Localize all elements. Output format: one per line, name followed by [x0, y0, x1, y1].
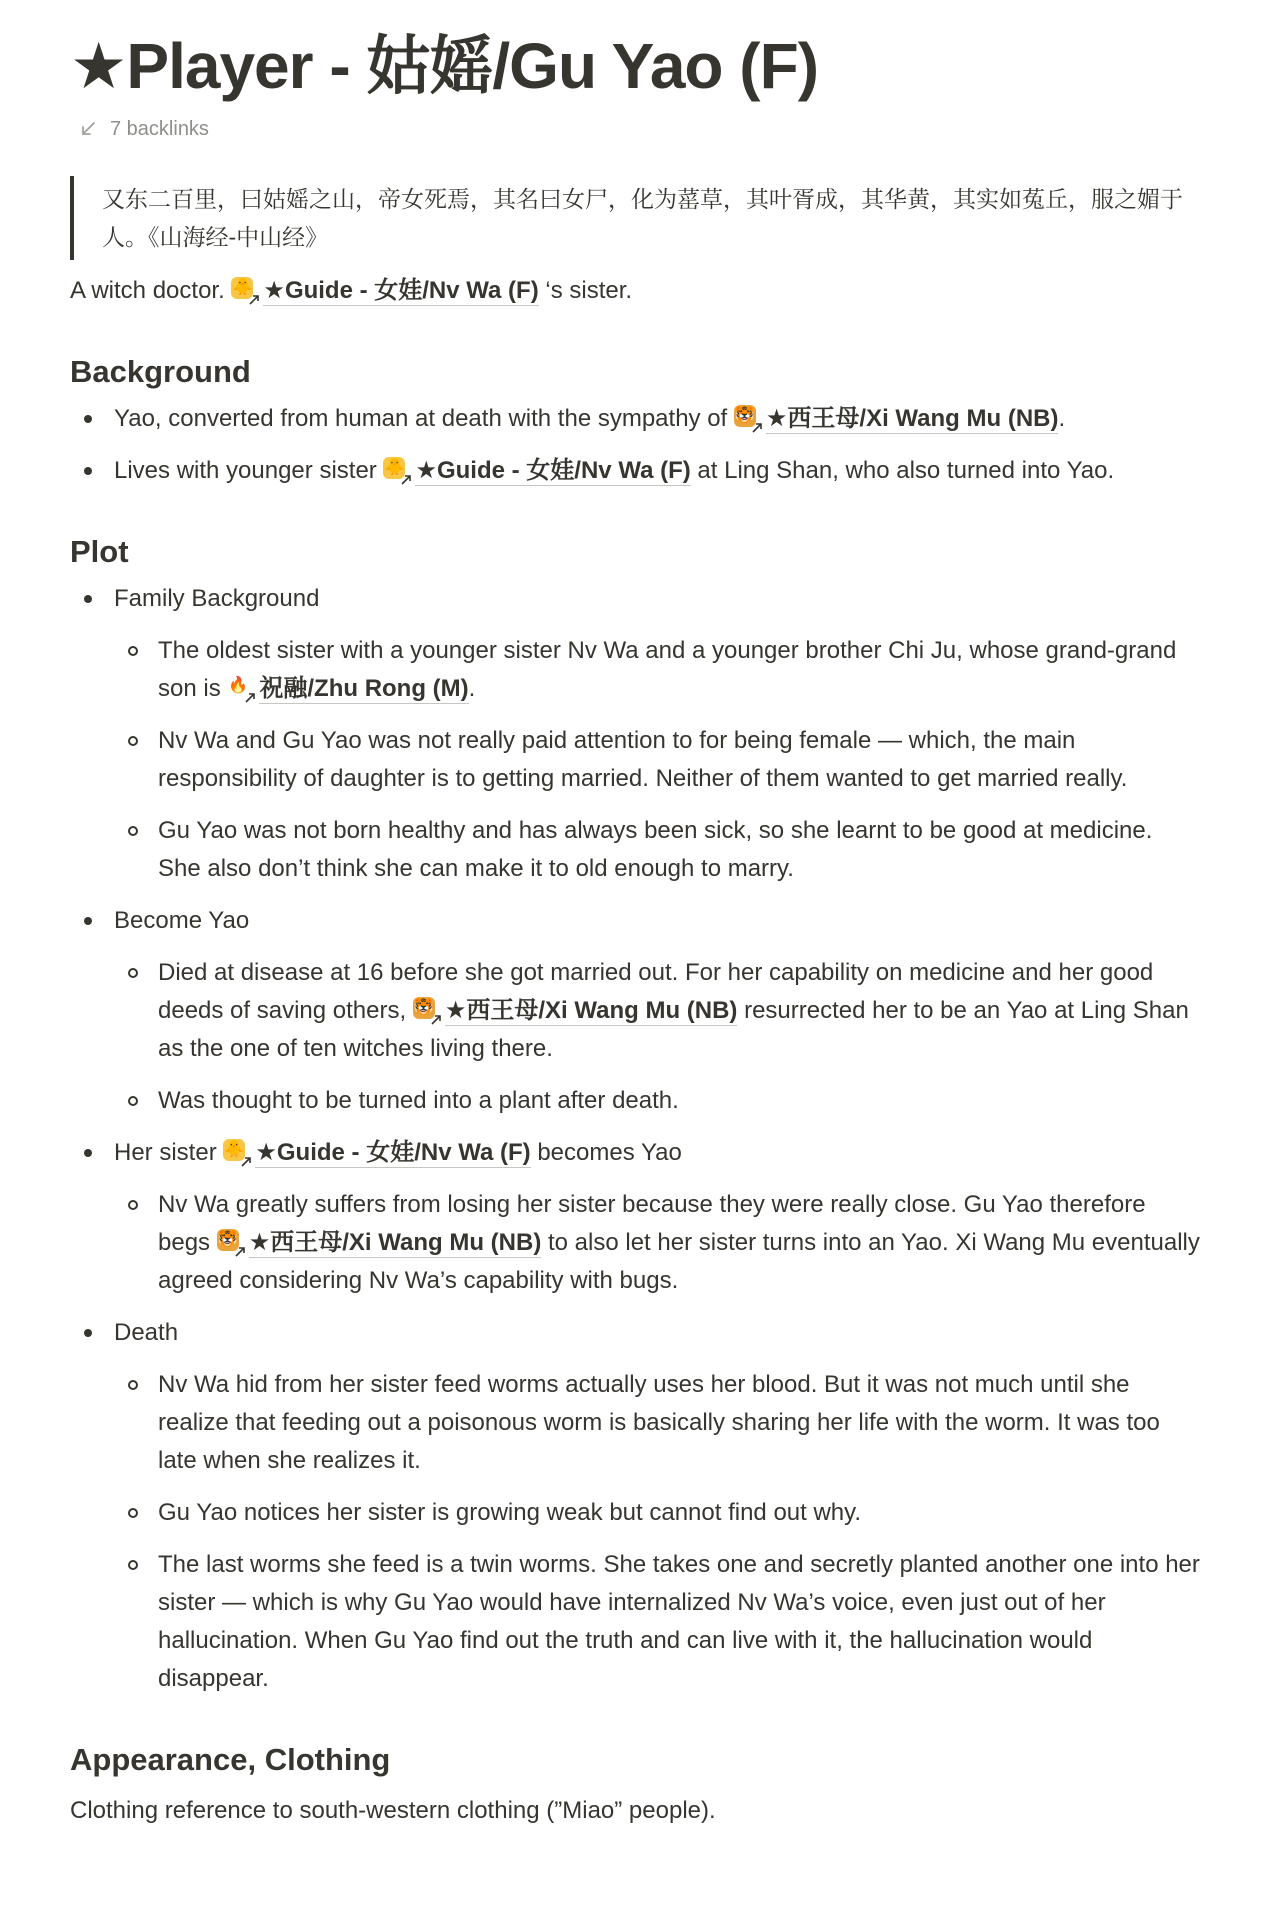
fire-emoji-icon: 🔥 [227, 675, 253, 701]
appearance-paragraph: Clothing reference to south-western clothing (”Miao” people). [70, 1797, 716, 1824]
plot-list [70, 580, 1200, 1698]
mention-xi-wang-mu[interactable]: 🐯 ★西王母/Xi Wang Mu (NB) [217, 1229, 542, 1256]
mention-xi-wang-mu[interactable]: 🐯 ★西王母/Xi Wang Mu (NB) [413, 997, 738, 1024]
sub-list-item: Nv Wa greatly suffers from losing her sister because they were really close. Gu Yao therefore begs 🐯 ★西王母/Xi Wang Mu (NB) to also let her sister turns into an Yao. Xi Wang Mu eventually agreed considering Nv Wa’s capability with bugs. [114, 1186, 1200, 1300]
intro-paragraph [70, 272, 1200, 310]
chick-emoji-icon: 🐥 [383, 457, 409, 483]
sub-list-item: Gu Yao notices her sister is growing weak but cannot find out why. [114, 1494, 1200, 1532]
tiger-emoji-icon: 🐯 [217, 1229, 243, 1255]
sub-list [114, 1366, 1200, 1698]
sub-list-item: Was thought to be turned into a plant after death. [114, 1082, 1200, 1120]
page-title: ★Player - 姑媱/Gu Yao (F) [70, 30, 819, 102]
backlinks-button[interactable] [78, 116, 1200, 142]
sub-list [114, 632, 1200, 888]
heading-plot: Plot [70, 534, 129, 569]
mention-xi-wang-mu[interactable]: 🐯 ★西王母/Xi Wang Mu (NB) [734, 405, 1059, 432]
chick-emoji-icon: 🐥 [223, 1139, 249, 1165]
heading-background: Background [70, 354, 251, 389]
list-item: Her sister 🐥 ★Guide - 女娃/Nv Wa (F) becomes Yao Nv Wa greatly suffers from losing her sister because they were really close. Gu Yao therefore begs 🐯 ★西王母/Xi Wang Mu (NB) to also let her sister turns into an Yao. Xi Wang Mu eventually agreed considering Nv Wa’s capability with bugs. [70, 1134, 1200, 1300]
mention-nv-wa[interactable]: 🐥 ★Guide - 女娃/Nv Wa (F) [384, 457, 691, 484]
sub-list [114, 1186, 1200, 1300]
mention-zhu-rong[interactable]: 🔥 祝融/Zhu Rong (M) [228, 675, 469, 702]
quote-block: 又东二百里，曰姑媱之山，帝女死焉，其名曰女尸，化为䔄草，其叶胥成，其华黄，其实如菟丘，服之媚于人。《山海经-中山经》 [70, 176, 1200, 260]
list-item: Family Background The oldest sister with a younger sister Nv Wa and a younger brother Chi Ju, whose grand-grand son is 🔥 祝融/Zhu Rong (M). Nv Wa and Gu Yao was not really paid attention to for being female — which, the main responsibility of daughter is to getting married. Neither of them wanted to get married really. Gu Yao was not born healthy and has always been sick, so she learnt to be good at medicine. She also don’t think she can make it to old enough to marry. [70, 580, 1200, 888]
list-item: Death Nv Wa hid from her sister feed worms actually uses her blood. But it was not much until she realize that feeding out a poisonous worm is basically sharing her life with the worm. It was too late when she realizes it. Gu Yao notices her sister is growing weak but cannot find out why. The last worms she feed is a twin worms. She takes one and secretly planted another one into her sister — which is why Gu Yao would have internalized Nv Wa’s voice, even just out of her hallucination. When Gu Yao find out the truth and can live with it, the hallucination would disappear. [70, 1314, 1200, 1698]
tiger-emoji-icon: 🐯 [734, 405, 760, 431]
mention-nv-wa[interactable]: 🐥 ★Guide - 女娃/Nv Wa (F) [224, 1139, 531, 1166]
chick-emoji-icon: 🐥 [231, 277, 257, 303]
mention-label: ★Guide - 女娃/Nv Wa (F) [263, 277, 539, 304]
tiger-emoji-icon: 🐯 [413, 997, 439, 1023]
sub-list-item: Nv Wa and Gu Yao was not really paid attention to for being female — which, the main responsibility of daughter is to getting married. Neither of them wanted to get married really. [114, 722, 1200, 798]
mention-nv-wa[interactable] [231, 277, 545, 304]
intro-text: A witch doctor. [70, 277, 225, 304]
sub-list-item: Gu Yao was not born healthy and has always been sick, so she learnt to be good at medicine. She also don’t think she can make it to old enough to marry. [114, 812, 1200, 888]
list-item: Yao, converted from human at death with the sympathy of 🐯 ★西王母/Xi Wang Mu (NB). [70, 400, 1200, 438]
sub-list-item: The last worms she feed is a twin worms. She takes one and secretly planted another one into her sister — which is why Gu Yao would have internalized Nv Wa’s voice, even just out of her hallucination. When Gu Yao find out the truth and can live with it, the hallucination would disappear. [114, 1546, 1200, 1698]
list-item: Become Yao Died at disease at 16 before she got married out. For her capability on medicine and her good deeds of saving others, 🐯 ★西王母/Xi Wang Mu (NB) resurrected her to be an Yao at Ling Shan as the one of ten witches living there. Was thought to be turned into a plant after death. [70, 902, 1200, 1120]
list-item: Lives with younger sister 🐥 ★Guide - 女娃/Nv Wa (F) at Ling Shan, who also turned into Yao. [70, 452, 1200, 490]
intro-text-after: ‘s sister. [545, 277, 633, 304]
heading-appearance: Appearance, Clothing [70, 1742, 391, 1777]
backlinks-label: 7 backlinks [110, 117, 209, 140]
sub-list [114, 954, 1200, 1120]
backlink-arrow-icon [78, 119, 98, 139]
sub-list-item: Died at disease at 16 before she got married out. For her capability on medicine and her good deeds of saving others, 🐯 ★西王母/Xi Wang Mu (NB) resurrected her to be an Yao at Ling Shan as the one of ten witches living there. [114, 954, 1200, 1068]
sub-list-item: The oldest sister with a younger sister Nv Wa and a younger brother Chi Ju, whose grand-grand son is 🔥 祝融/Zhu Rong (M). [114, 632, 1200, 708]
sub-list-item: Nv Wa hid from her sister feed worms actually uses her blood. But it was not much until she realize that feeding out a poisonous worm is basically sharing her life with the worm. It was too late when she realizes it. [114, 1366, 1200, 1480]
background-list [70, 400, 1200, 490]
